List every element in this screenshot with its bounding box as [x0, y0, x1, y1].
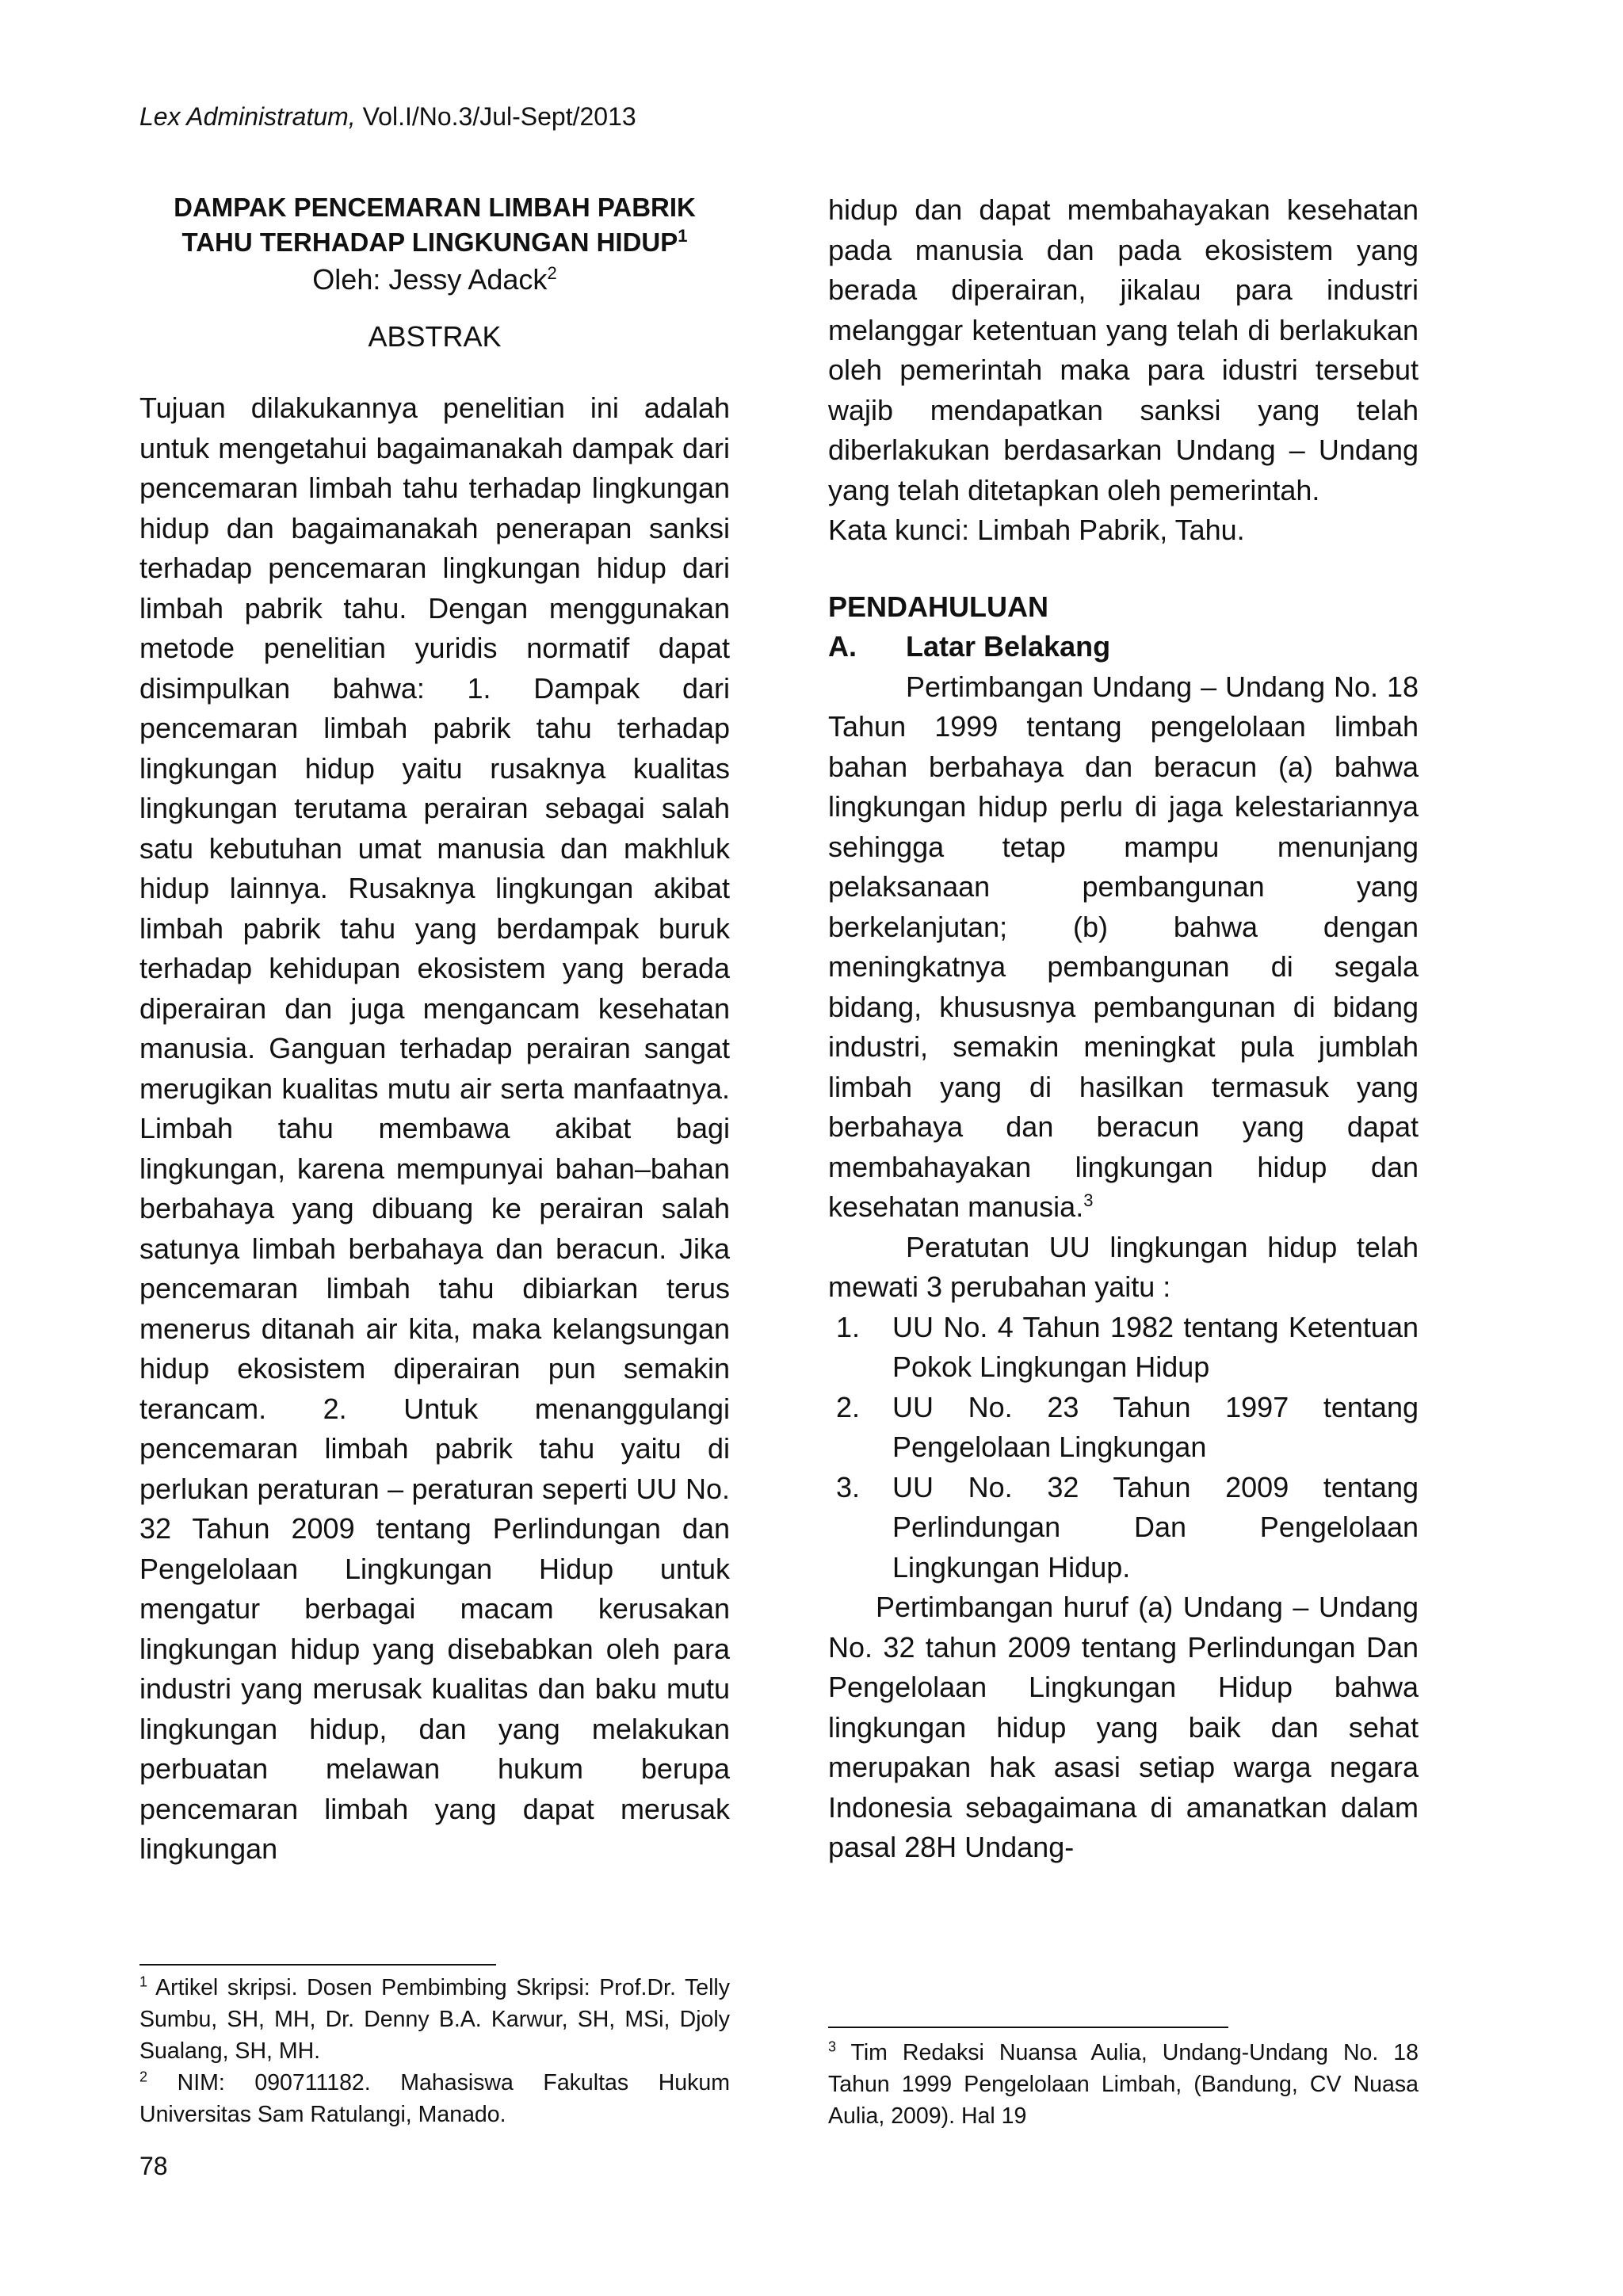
footnote-2-text: NIM: 090711182. Mahasiswa Fakultas Hukum Universitas Sam Ratulangi, Manado.: [139, 2070, 730, 2127]
law-list-item: [828, 1468, 1419, 1588]
footnote-1: [139, 1972, 730, 2067]
title-line-2: TAHU TERHADAP LINGKUNGAN HIDUP: [181, 227, 678, 257]
article-title: [139, 190, 730, 260]
footnote-1-text: Artikel skripsi. Dosen Pembimbing Skripsi: Prof.Dr. Telly Sumbu, SH, MH, Dr. Denny B.A. Karwur, SH, MSi, Djoly Sualang, SH, MH.: [139, 1975, 730, 2064]
law-number: 1.: [836, 1310, 861, 1343]
subsection-heading: [828, 627, 1419, 667]
footnote-rule-left: [139, 1964, 496, 1966]
law-text: UU No. 32 Tahun 2009 tentang Perlindungan Dan Pengelolaan Lingkungan Hidup.: [892, 1470, 1419, 1584]
footnote-3-text: Tim Redaksi Nuansa Aulia, Undang-Undang No. 18 Tahun 1999 Pengelolaan Limbah, (Bandung, CV Nuasa Aulia, 2009). Hal 19: [828, 2040, 1419, 2129]
subsection-number: A.: [828, 630, 857, 663]
page-number: 78: [139, 2152, 168, 2180]
author-line: [139, 260, 730, 300]
running-head: [139, 100, 636, 133]
law-text: UU No. 4 Tahun 1982 tentang Ketentuan Pokok Lingkungan Hidup: [892, 1310, 1419, 1383]
law-number: 3.: [836, 1470, 861, 1503]
left-column: [139, 190, 730, 1870]
footnote-1-mark: 1: [139, 1973, 148, 1990]
paragraph-1-text: Pertimbangan Undang – Undang No. 18 Tahun 1999 tentang pengelolaan limbah bahan berbahaya dan beracun (a) bahwa lingkungan hidup perlu di jaga kelestariannya sehingga tetap mampu menunjang pelaksanaan pembangunan yang berkelanjutan; (b) bahwa dengan meningkatnya pembangunan di segala bidang, khususnya pembangunan di bidang industri, semakin meningkat pula jumblah limbah yang di hasilkan termasuk yang berbahaya dan beracun yang dapat membahayakan lingkungan hidup dan kesehatan manusia.: [828, 670, 1419, 1223]
section-heading: PENDAHULUAN: [828, 590, 1048, 623]
paragraph-1-footnote-mark: 3: [1083, 1190, 1094, 1210]
paragraph-2: Peratutan UU lingkungan hidup telah mewati 3 perubahan yaitu :: [828, 1230, 1419, 1303]
keywords: Kata kunci: Limbah Pabrik, Tahu.: [828, 514, 1245, 546]
footnotes-right: [828, 2037, 1419, 2132]
right-column: [828, 190, 1419, 1868]
footnote-3: [828, 2037, 1419, 2132]
law-number: 2.: [836, 1390, 861, 1423]
subsection-title: Latar Belakang: [906, 630, 1111, 663]
law-list-item: [828, 1308, 1419, 1388]
abstract-heading: ABSTRAK: [368, 320, 502, 353]
journal-issue: Vol.I/No.3/Jul-Sept/2013: [362, 102, 636, 131]
abstract-body-left: Tujuan dilakukannya penelitian ini adalah untuk mengetahui bagaimanakah dampak dari pencemaran limbah tahu terhadap lingkungan hidup dan bagaimanakah penerapan sanksi terhadap pencemaran lingkungan hidup dari limbah pabrik tahu. Dengan menggunakan metode penelitian yuridis normatif dapat disimpulkan bahwa: 1. Dampak dari pencemaran limbah pabrik tahu terhadap lingkungan hidup yaitu rusaknya kualitas lingkungan terutama perairan sebagai salah satu kebutuhan umat manusia dan makhluk hidup lainnya. Rusaknya lingkungan akibat limbah pabrik tahu yang berdampak buruk terhadap kehidupan ekosistem yang berada diperairan dan juga mengancam kesehatan manusia. Ganguan terhadap perairan sangat merugikan kualitas mutu air serta manfaatnya. Limbah tahu membawa akibat bagi lingkungan, karena mempunyai bahan–bahan berbahaya yang dibuang ke perairan salah satunya limbah berbahaya dan beracun. Jika pencemaran limbah tahu dibiarkan terus menerus ditanah air kita, maka kelangsungan hidup ekosistem diperairan pun semakin terancam. 2. Untuk menanggulangi pencemaran limbah pabrik tahu yaitu di perlukan peraturan – peraturan seperti UU No. 32 Tahun 2009 tentang Perlindungan dan Pengelolaan Lingkungan Hidup untuk mengatur berbagai macam kerusakan lingkungan hidup yang disebabkan oleh para industri yang merusak kualitas dan baku mutu lingkungan hidup, dan yang melakukan perbuatan melawan hukum berupa pencemaran limbah yang dapat merusak lingkungan: [139, 392, 730, 1865]
paragraph-1: [828, 667, 1419, 1228]
author-footnote-mark: 2: [547, 263, 557, 283]
title-footnote-mark: 1: [678, 226, 688, 246]
law-text: UU No. 23 Tahun 1997 tentang Pengelolaan Lingkungan: [892, 1390, 1419, 1463]
author-name: Oleh: Jessy Adack: [312, 263, 548, 296]
footnote-2-mark: 2: [139, 2069, 148, 2085]
footnotes-left: [139, 1972, 730, 2130]
paragraph-3: Pertimbangan huruf (a) Undang – Undang No. 32 tahun 2009 tentang Perlindungan Dan Pengelolaan Lingkungan Hidup bahwa lingkungan hidup yang baik dan sehat merupakan hak asasi setiap warga negara Indonesia sebagaimana di amanatkan dalam pasal 28H Undang-: [828, 1591, 1419, 1863]
law-list-item: [828, 1388, 1419, 1468]
law-list: [828, 1308, 1419, 1588]
footnote-3-mark: 3: [828, 2038, 837, 2055]
journal-name: Lex Administratum,: [139, 102, 356, 131]
footnote-rule-right: [828, 2027, 1228, 2028]
title-line-1: DAMPAK PENCEMARAN LIMBAH PABRIK: [174, 193, 696, 222]
footnote-2: [139, 2067, 730, 2130]
abstract-body-right: hidup dan dapat membahayakan kesehatan pada manusia dan pada ekosistem yang berada diperairan, jikalau para industri melanggar ketentuan yang telah di berlakukan oleh pemerintah maka para idustri tersebut wajib mendapatkan sanksi yang telah diberlakukan berdasarkan Undang – Undang yang telah ditetapkan oleh pemerintah.: [828, 193, 1419, 506]
